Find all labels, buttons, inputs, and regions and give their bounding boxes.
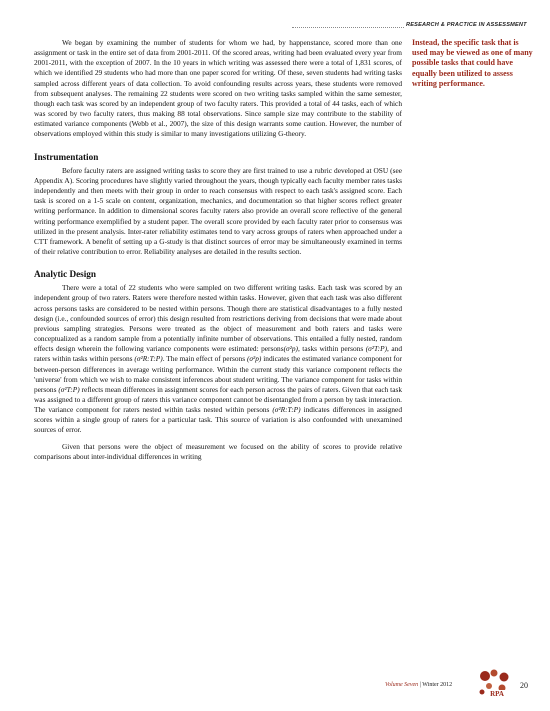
symbol-tasks-within-persons: (σ²T:P): [365, 344, 388, 354]
running-title: RESEARCH & PRACTICE IN ASSESSMENT: [406, 22, 527, 28]
heading-analytic-design: Analytic Design: [34, 269, 97, 280]
header-dotted-rule: [292, 27, 404, 28]
svg-text:RPA: RPA: [490, 690, 504, 698]
footer-volume: Volume Seven | Winter 2012: [385, 682, 453, 688]
paragraph-sample: We began by examining the number of students for whom we had, by happenstance, scored more than one assignment or task in the entire set of data from 2001-2011. Of the scored areas, writing had been evaluated every year from 2001-2011, with the exception of 2007. In the 10 years in which writing was assessed there were a total of 1,831 scores, of which we identified 29 students who had more than one paper scored for writing. Of these, seven students had writing tasks sampled across different years of data collection. To avoid confounding results across years, these students were removed from subsequent analyses. The remaining 22 students were scored on two writing tasks sampled within the same semester, though each task was scored by an independent group of two faculty raters. This provided a total of 44 tasks, each of which was scored by two faculty raters, thus making 88 total observations. Since sample size may contribute to the stability of estimated variance components (Webb et al., 2007), the size of this design warrants some caution. However, the number of observations employed within this study is similar to many investigations utilizing G-theory.: [34, 38, 402, 139]
symbol-persons: (σ²p): [283, 344, 298, 354]
paragraph-instrumentation: Before faculty raters are assigned writing tasks to score they are first trained to use a rubric developed at OSU (see Appendix A). Scoring procedures have slightly varied throughout the years, though typically each faculty member rates tasks independently and then meets with their group in order to reach consensus with respect to each task's assigned score. Each task is scored on a 1-5 scale on content, organization, mechanics, and documentation so that higher scores reflect greater writing performance. In addition to dimensional scores faculty raters also provide an overall score reflective of the general writing performance exemplified by a student paper. The overall score provided by each faculty rater prior to consensus was utilized in the present analysis. Inter-rater reliability estimates tend to vary across groups of raters when approached under a CTT framework. A benefit of setting up a G-study is that distinct sources of error may be simultaneously examined in terms of their relative contribution to error. Reliability analyses are detailed in the results section.: [34, 165, 402, 256]
symbol-persons-2: (σ²p): [246, 354, 262, 364]
heading-instrumentation: Instrumentation: [34, 151, 99, 162]
main-column: [34, 38, 402, 462]
symbol-tasks-within-persons-2: (σ²T:P): [58, 384, 80, 394]
paragraph-final: Given that persons were the object of measurement we focused on the ability of scores to provide relative comparisons about inter-individual differences in writing: [34, 441, 402, 461]
rpa-logo-icon: [478, 668, 514, 700]
symbol-raters-within-tasks: (σ²R:T:P): [134, 354, 163, 364]
symbol-raters-within-tasks-2: (σ²R:T:P): [272, 405, 301, 415]
paragraph-analytic-design: There were a total of 22 students who were sampled on two different writing tasks. Each task was scored by an independent group of two raters. Raters were therefore nested within tasks. However, given that each task was also different across persons tasks are considered to be nested within persons. Though there are statistical disadvantages to a fully nested design (i.e., confounded sources of error) this design resulted from restrictions deriving from decisions that were made about previous sampling strategies. Persons were treated as the object of measurement and both raters and tasks were conceptualized as a random sample from a potentially infinite number of observations. This entailed a fully nested, random effects design wherein the following variance components were estimated: persons(σ²p), tasks within persons (σ²T:P), and raters within tasks within persons (σ²R:T:P). The main effect of persons (σ²p) indicates the estimated variance component for between-person differences in average writing performance. Within the current study this variance component reflects the 'universe' from which we wish to make consistent inferences about student writing. The variance component for tasks within persons (σ²T:P) reflects mean differences in assignment scores for each person across the pairs of raters. Given that each task was assigned to a different group of raters this variance component cannot be disentangled from a person by task interaction. The variance component for raters nested within tasks nested within persons (σ²R:T:P) indicates differences in assigned scores within a single group of raters for a particular task. This source of variation is also confounded with unexamined sources of error.: [34, 283, 402, 435]
pull-quote: Instead, the specific task that is used may be viewed as one of many possible tasks that could have equally been utilized to assess writing performance.: [412, 38, 533, 88]
page-number: 20: [520, 681, 528, 690]
